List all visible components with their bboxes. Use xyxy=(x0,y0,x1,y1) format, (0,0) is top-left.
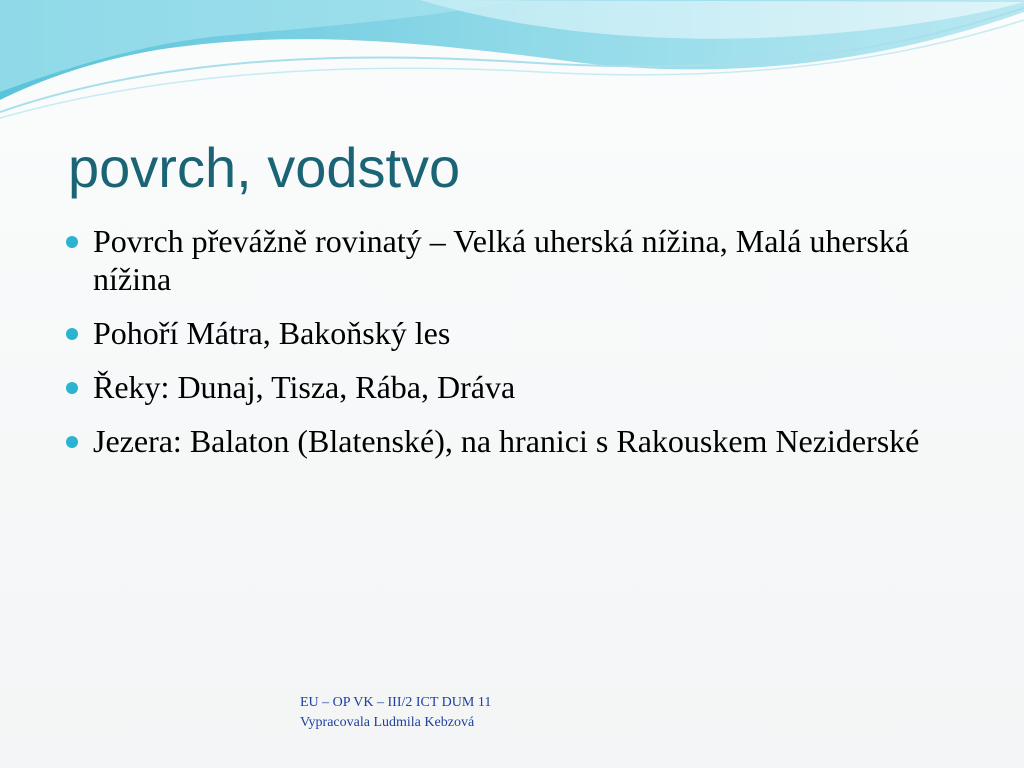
bullet-text: Pohoří Mátra, Bakoňský les xyxy=(93,315,451,351)
bullet-text: Jezera: Balaton (Blatenské), na hranici s Rakouskem Neziderské xyxy=(93,423,920,459)
footer-author: Vypracovala Ludmila Kebzová xyxy=(300,715,475,730)
bullet-item-rivers xyxy=(64,368,964,406)
bullet-item-mountains xyxy=(64,314,964,352)
footer-credits xyxy=(300,693,491,733)
bullet-dot-icon xyxy=(66,236,78,248)
bullet-text: Povrch převážně rovinatý – Velká uherská nížina, Malá uherská nížina xyxy=(93,223,910,297)
bullet-text: Řeky: Dunaj, Tisza, Rába, Dráva xyxy=(93,369,516,405)
bullet-dot-icon xyxy=(66,328,78,340)
bullet-list xyxy=(64,222,964,476)
footer-project-code: EU – OP VK – III/2 ICT DUM 11 xyxy=(300,695,492,710)
header-wave-decoration xyxy=(0,0,1024,130)
bullet-dot-icon xyxy=(66,436,78,448)
slide-title: povrch, vodstvo xyxy=(68,136,461,199)
bullet-dot-icon xyxy=(66,382,78,394)
bullet-item-lakes xyxy=(64,422,964,460)
bullet-item-surface xyxy=(64,222,964,298)
